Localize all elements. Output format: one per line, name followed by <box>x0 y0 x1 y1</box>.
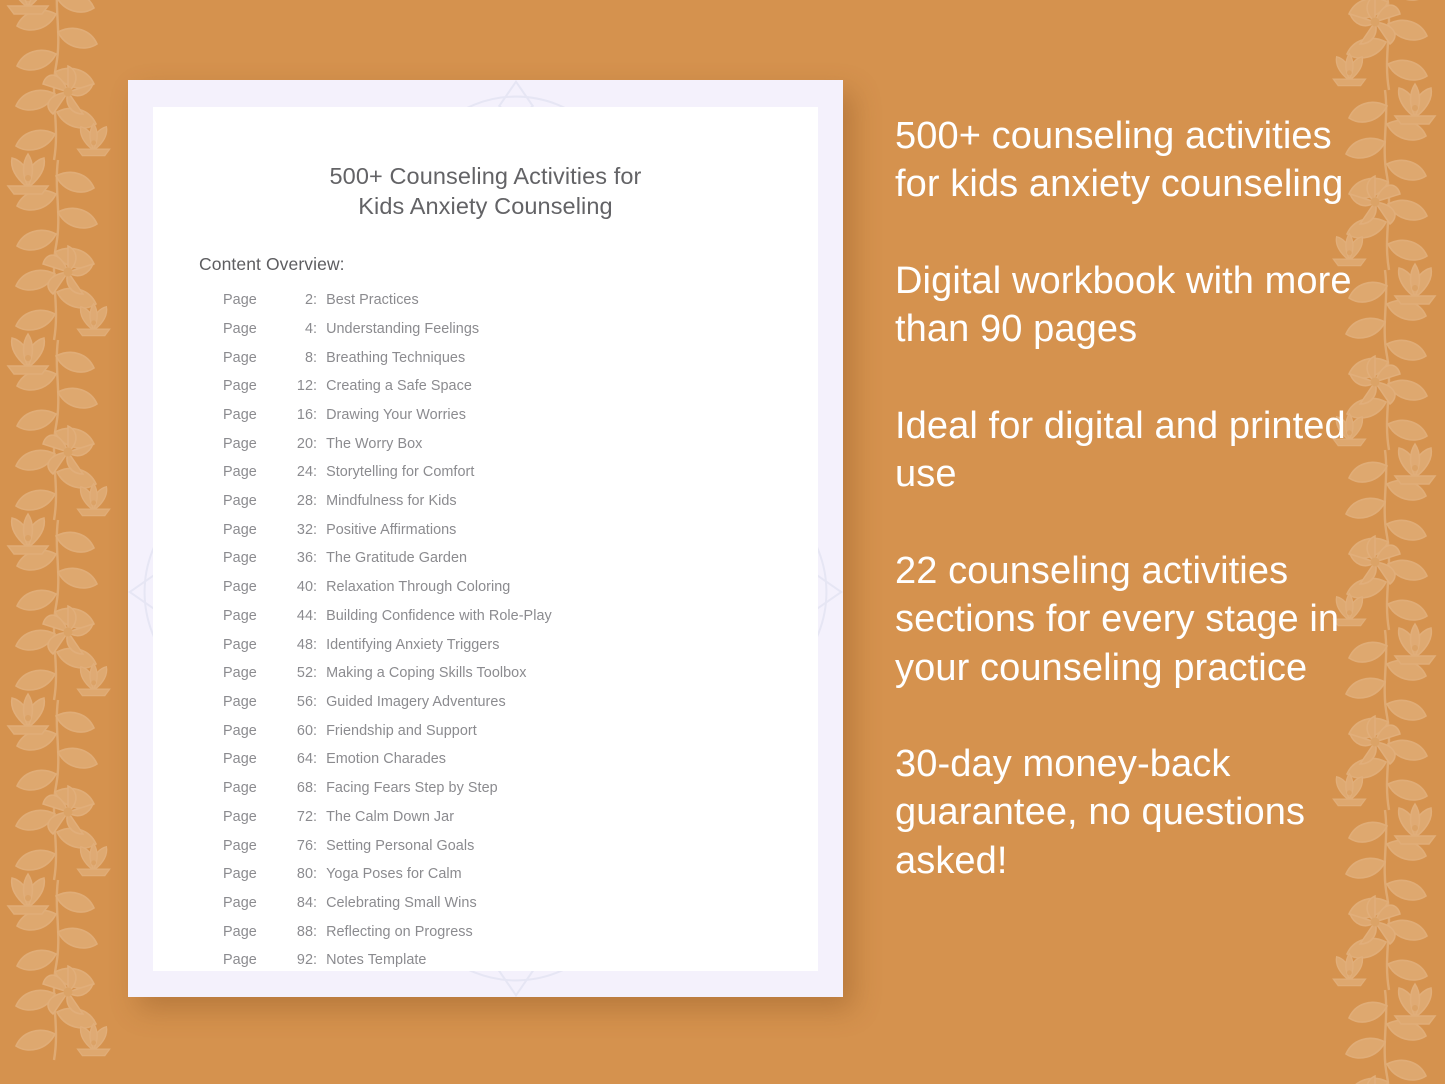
toc-colon: : <box>313 320 318 337</box>
product-card <box>128 80 843 997</box>
toc-page-number: 80 <box>296 866 313 883</box>
marketing-bullet-list <box>895 112 1365 885</box>
toc-page-word: Page <box>223 349 257 366</box>
toc-entry-title: Setting Personal Goals <box>326 837 475 854</box>
toc-page-number: 40 <box>296 579 313 596</box>
page-title <box>153 107 818 221</box>
toc-entry-title: The Calm Down Jar <box>326 808 455 825</box>
toc-colon: : <box>313 292 318 309</box>
toc-row <box>223 494 818 508</box>
toc-entry-title: Mindfulness for Kids <box>326 493 457 510</box>
toc-entry-title: Understanding Feelings <box>326 320 480 337</box>
toc-page-number: 56 <box>296 694 313 710</box>
marketing-bullet: Digital workbook with more than 90 pages <box>895 259 1352 351</box>
toc-entry-title: Storytelling for Comfort <box>326 464 475 481</box>
toc-row <box>223 580 818 594</box>
toc-page-number: 60 <box>296 722 313 739</box>
toc-row <box>223 953 818 967</box>
toc-colon: : <box>313 550 318 567</box>
toc-row <box>223 609 818 623</box>
toc-page-word: Page <box>223 607 257 624</box>
toc-page-number: 8 <box>304 349 313 366</box>
toc-page-number: 28 <box>296 493 313 510</box>
toc-page-number: 52 <box>296 665 313 682</box>
toc-page-word: Page <box>223 378 257 395</box>
toc-page-word: Page <box>223 808 257 825</box>
toc-entry-title: Emotion Charades <box>326 751 447 768</box>
toc-page-number: 4 <box>304 320 313 337</box>
floral-vine-border-left <box>0 0 126 1084</box>
toc-entry-title: Building Confidence with Role-Play <box>326 607 552 624</box>
toc-page-number: 32 <box>296 521 313 538</box>
toc-row <box>223 379 818 393</box>
toc-row <box>223 293 818 307</box>
toc-page-word: Page <box>223 837 257 854</box>
toc-colon: : <box>313 923 318 940</box>
toc-entry-title: Yoga Poses for Calm <box>326 866 462 883</box>
toc-page-word: Page <box>223 751 257 768</box>
toc-entry-title: Drawing Your Worries <box>326 406 466 423</box>
marketing-bullet: 500+ counseling activities for kids anxiety counseling <box>895 115 1344 206</box>
toc-colon: : <box>313 694 318 710</box>
toc-page-word: Page <box>223 521 257 538</box>
document-page <box>153 107 818 971</box>
toc-colon: : <box>313 780 318 797</box>
toc-entry-title: Guided Imagery Adventures <box>326 694 506 710</box>
toc-page-word: Page <box>223 636 257 653</box>
toc-row <box>223 752 818 766</box>
toc-colon: : <box>313 607 318 624</box>
toc-colon: : <box>313 808 318 825</box>
toc-page-number: 48 <box>296 636 313 653</box>
toc-row <box>223 551 818 565</box>
marketing-bullet: 22 counseling activities sections for every stage in your counseling practice <box>895 549 1340 689</box>
toc-entry-title: Notes Template <box>326 952 427 969</box>
toc-colon: : <box>313 464 318 481</box>
toc-row <box>223 896 818 910</box>
toc-row <box>223 465 818 479</box>
toc-colon: : <box>313 894 318 911</box>
toc-page-word: Page <box>223 493 257 510</box>
toc-row <box>223 408 818 422</box>
toc-page-number: 20 <box>296 435 313 452</box>
toc-entry-title: Breathing Techniques <box>326 349 466 366</box>
toc-page-number: 2 <box>304 292 313 309</box>
toc-page-number: 16 <box>296 406 313 423</box>
toc-row <box>223 781 818 795</box>
toc-entry-title: Reflecting on Progress <box>326 923 473 940</box>
marketing-bullet: 30-day money-back guarantee, no questions asked! <box>895 742 1306 882</box>
toc-row <box>223 523 818 537</box>
toc-page-number: 92 <box>296 952 313 969</box>
toc-colon: : <box>313 665 318 682</box>
marketing-bullet: Ideal for digital and printed use <box>895 404 1346 496</box>
toc-entry-title: Identifying Anxiety Triggers <box>326 636 500 653</box>
toc-page-word: Page <box>223 665 257 682</box>
toc-row <box>223 925 818 939</box>
toc-page-word: Page <box>223 579 257 596</box>
toc-page-number: 68 <box>296 780 313 797</box>
toc-page-number: 24 <box>296 464 313 481</box>
toc-page-number: 36 <box>296 550 313 567</box>
toc-entry-title: Making a Coping Skills Toolbox <box>326 665 527 682</box>
toc-entry-title: Celebrating Small Wins <box>326 894 477 911</box>
toc-row <box>223 867 818 881</box>
toc-row <box>223 724 818 738</box>
toc-colon: : <box>313 837 318 854</box>
toc-row <box>223 839 818 853</box>
toc-page-number: 44 <box>296 607 313 624</box>
toc-page-number: 72 <box>296 808 313 825</box>
toc-entry-title: Facing Fears Step by Step <box>326 780 498 797</box>
toc-page-number: 76 <box>296 837 313 854</box>
toc-colon: : <box>313 521 318 538</box>
content-overview-label: Content Overview: <box>199 254 345 275</box>
toc-row <box>223 638 818 652</box>
toc-row <box>223 322 818 336</box>
toc-colon: : <box>313 435 318 452</box>
toc-colon: : <box>313 722 318 739</box>
toc-colon: : <box>313 952 318 969</box>
toc-page-word: Page <box>223 435 257 452</box>
toc-colon: : <box>313 579 318 596</box>
toc-page-word: Page <box>223 722 257 739</box>
toc-row <box>223 695 818 709</box>
toc-page-number: 12 <box>296 378 313 395</box>
toc-colon: : <box>313 378 318 395</box>
toc-page-word: Page <box>223 894 257 911</box>
toc-page-word: Page <box>223 320 257 337</box>
toc-row <box>223 437 818 451</box>
toc-page-word: Page <box>223 866 257 883</box>
toc-page-word: Page <box>223 952 257 969</box>
toc-page-word: Page <box>223 292 257 309</box>
toc-row <box>223 810 818 824</box>
toc-entry-title: Friendship and Support <box>326 722 477 739</box>
toc-entry-title: Positive Affirmations <box>326 521 457 538</box>
toc-page-word: Page <box>223 406 257 423</box>
toc-entry-title: Creating a Safe Space <box>326 378 472 395</box>
toc-colon: : <box>313 636 318 653</box>
toc-colon: : <box>313 406 318 423</box>
toc-entry-title: Best Practices <box>326 292 419 309</box>
toc-page-number: 88 <box>296 923 313 940</box>
toc-entry-title: Relaxation Through Coloring <box>326 579 511 596</box>
toc-page-word: Page <box>223 923 257 940</box>
toc-row <box>223 666 818 680</box>
toc-colon: : <box>313 493 318 510</box>
toc-colon: : <box>313 349 318 366</box>
toc-page-word: Page <box>223 464 257 481</box>
toc-page-word: Page <box>223 694 257 710</box>
page-title-line-2: Kids Anxiety Counseling <box>358 193 613 220</box>
toc-page-number: 84 <box>296 894 313 911</box>
toc-page-number: 64 <box>296 751 313 768</box>
toc-page-word: Page <box>223 550 257 567</box>
toc-colon: : <box>313 866 318 883</box>
toc-colon: : <box>313 751 318 768</box>
page-title-line-1: 500+ Counseling Activities for <box>329 163 642 189</box>
toc-page-word: Page <box>223 780 257 797</box>
toc-row <box>223 351 818 365</box>
table-of-contents-list <box>153 275 818 968</box>
toc-entry-title: The Gratitude Garden <box>326 550 468 567</box>
toc-entry-title: The Worry Box <box>326 435 423 452</box>
